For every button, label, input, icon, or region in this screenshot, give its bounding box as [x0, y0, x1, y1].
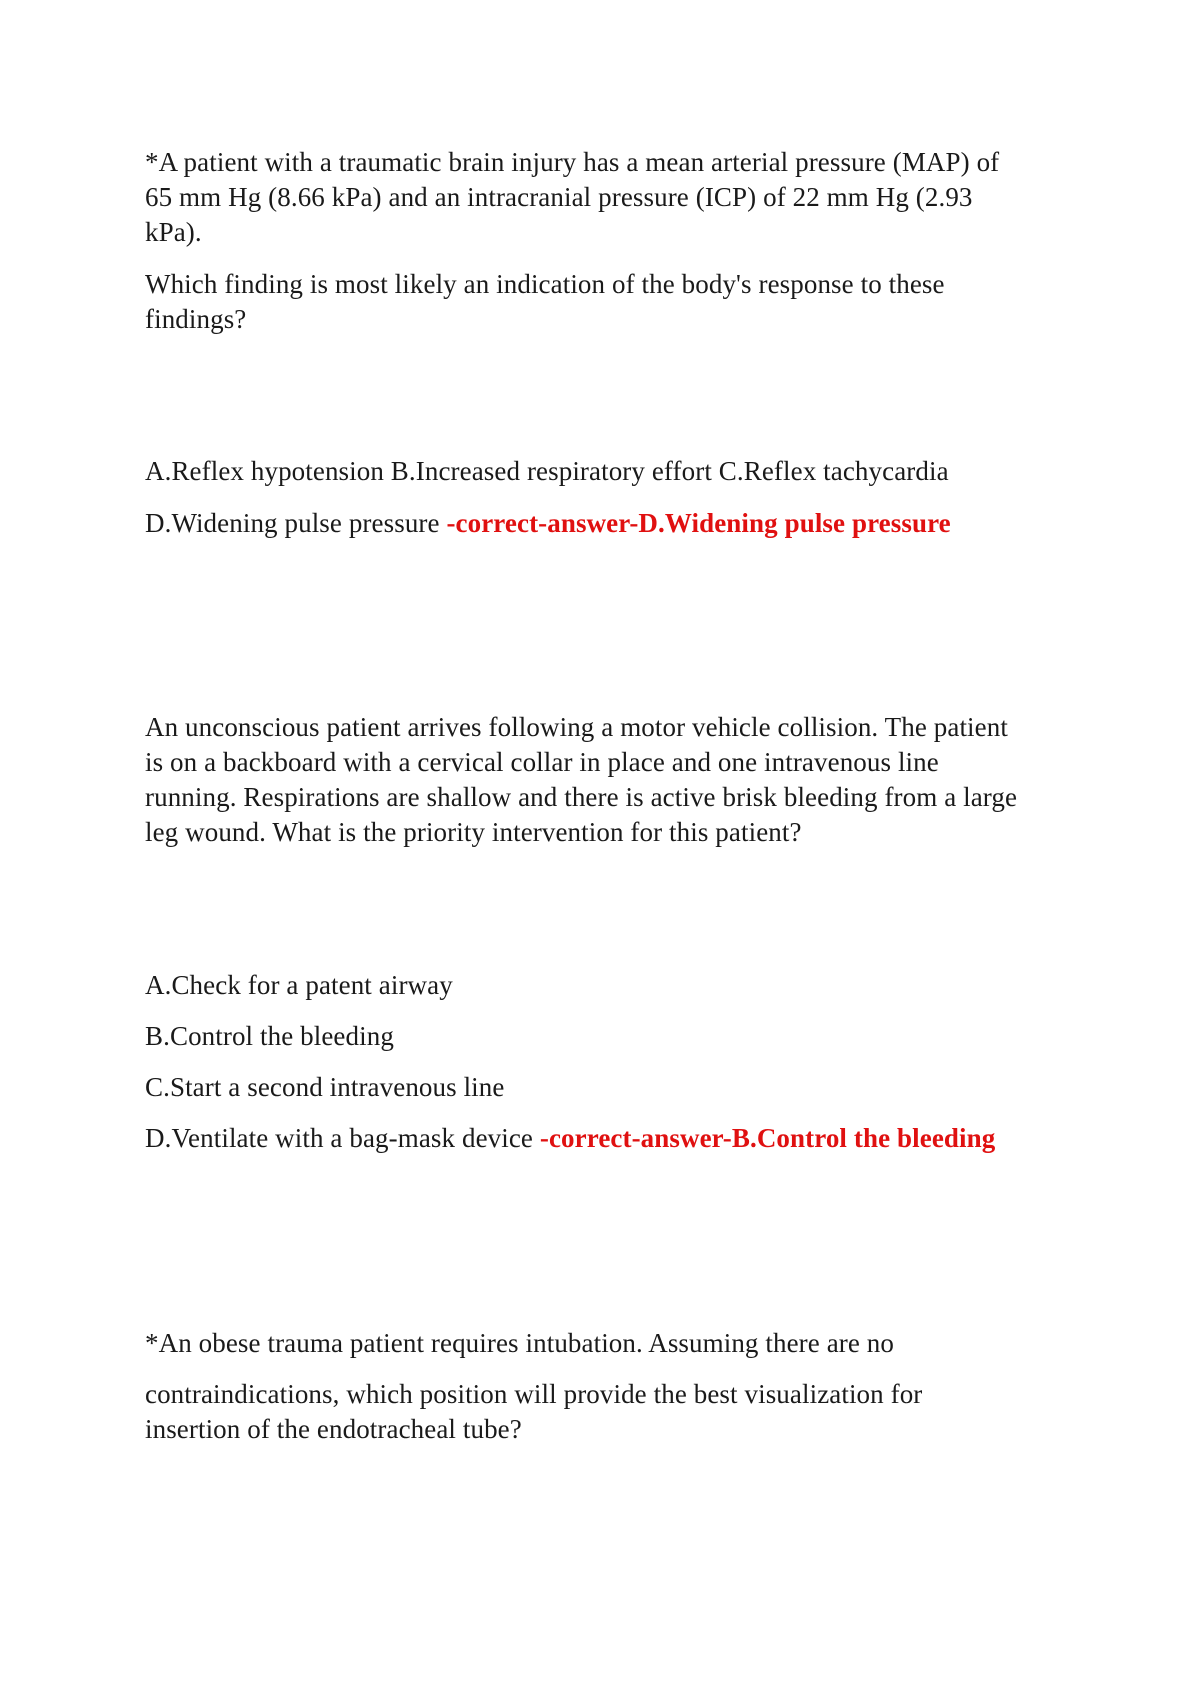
question-2-stem-line-4: leg wound. What is the priority intervention for this patient?	[145, 817, 802, 847]
question-2-option-d: D.Ventilate with a bag-mask device	[145, 1123, 540, 1153]
question-1-correct-answer: -correct-answer-D.Widening pulse pressure	[446, 508, 951, 538]
question-2-stem-line-2: is on a backboard with a cervical collar in place and one intravenous line	[145, 747, 939, 777]
question-2-stem-line-3: running. Respirations are shallow and there is active brisk bleeding from a large	[145, 782, 1018, 812]
question-1-options-line-1: A.Reflex hypotension B.Increased respiratory effort C.Reflex tachycardia	[145, 456, 949, 486]
question-2-option-c: C.Start a second intravenous line	[145, 1072, 505, 1102]
question-3-stem-line-1: *An obese trauma patient requires intubation. Assuming there are no	[145, 1328, 895, 1358]
question-1-stem-line-2: 65 mm Hg (8.66 kPa) and an intracranial pressure (ICP) of 22 mm Hg (2.93	[145, 182, 973, 212]
question-1-stem-line-4: Which finding is most likely an indication of the body's response to these	[145, 269, 945, 299]
question-1-options-line-2	[145, 506, 951, 541]
question-2-correct-answer: -correct-answer-B.Control the bleeding	[539, 1123, 996, 1153]
question-1-option-d: D.Widening pulse pressure	[145, 508, 447, 538]
question-1-stem-line-3: kPa).	[145, 217, 202, 247]
question-1-stem-line-1: *A patient with a traumatic brain injury has a mean arterial pressure (MAP) of	[145, 147, 1000, 177]
question-3-stem-line-3: insertion of the endotracheal tube?	[145, 1414, 522, 1444]
question-1-stem-line-5: findings?	[145, 304, 247, 334]
question-2-option-a: A.Check for a patent airway	[145, 970, 453, 1000]
question-2-option-b: B.Control the bleeding	[145, 1021, 394, 1051]
question-3-stem-line-2: contraindications, which position will provide the best visualization for	[145, 1379, 923, 1409]
question-2-stem-line-1: An unconscious patient arrives following a motor vehicle collision. The patient	[145, 712, 1008, 742]
question-2-options-line-4	[145, 1121, 995, 1156]
